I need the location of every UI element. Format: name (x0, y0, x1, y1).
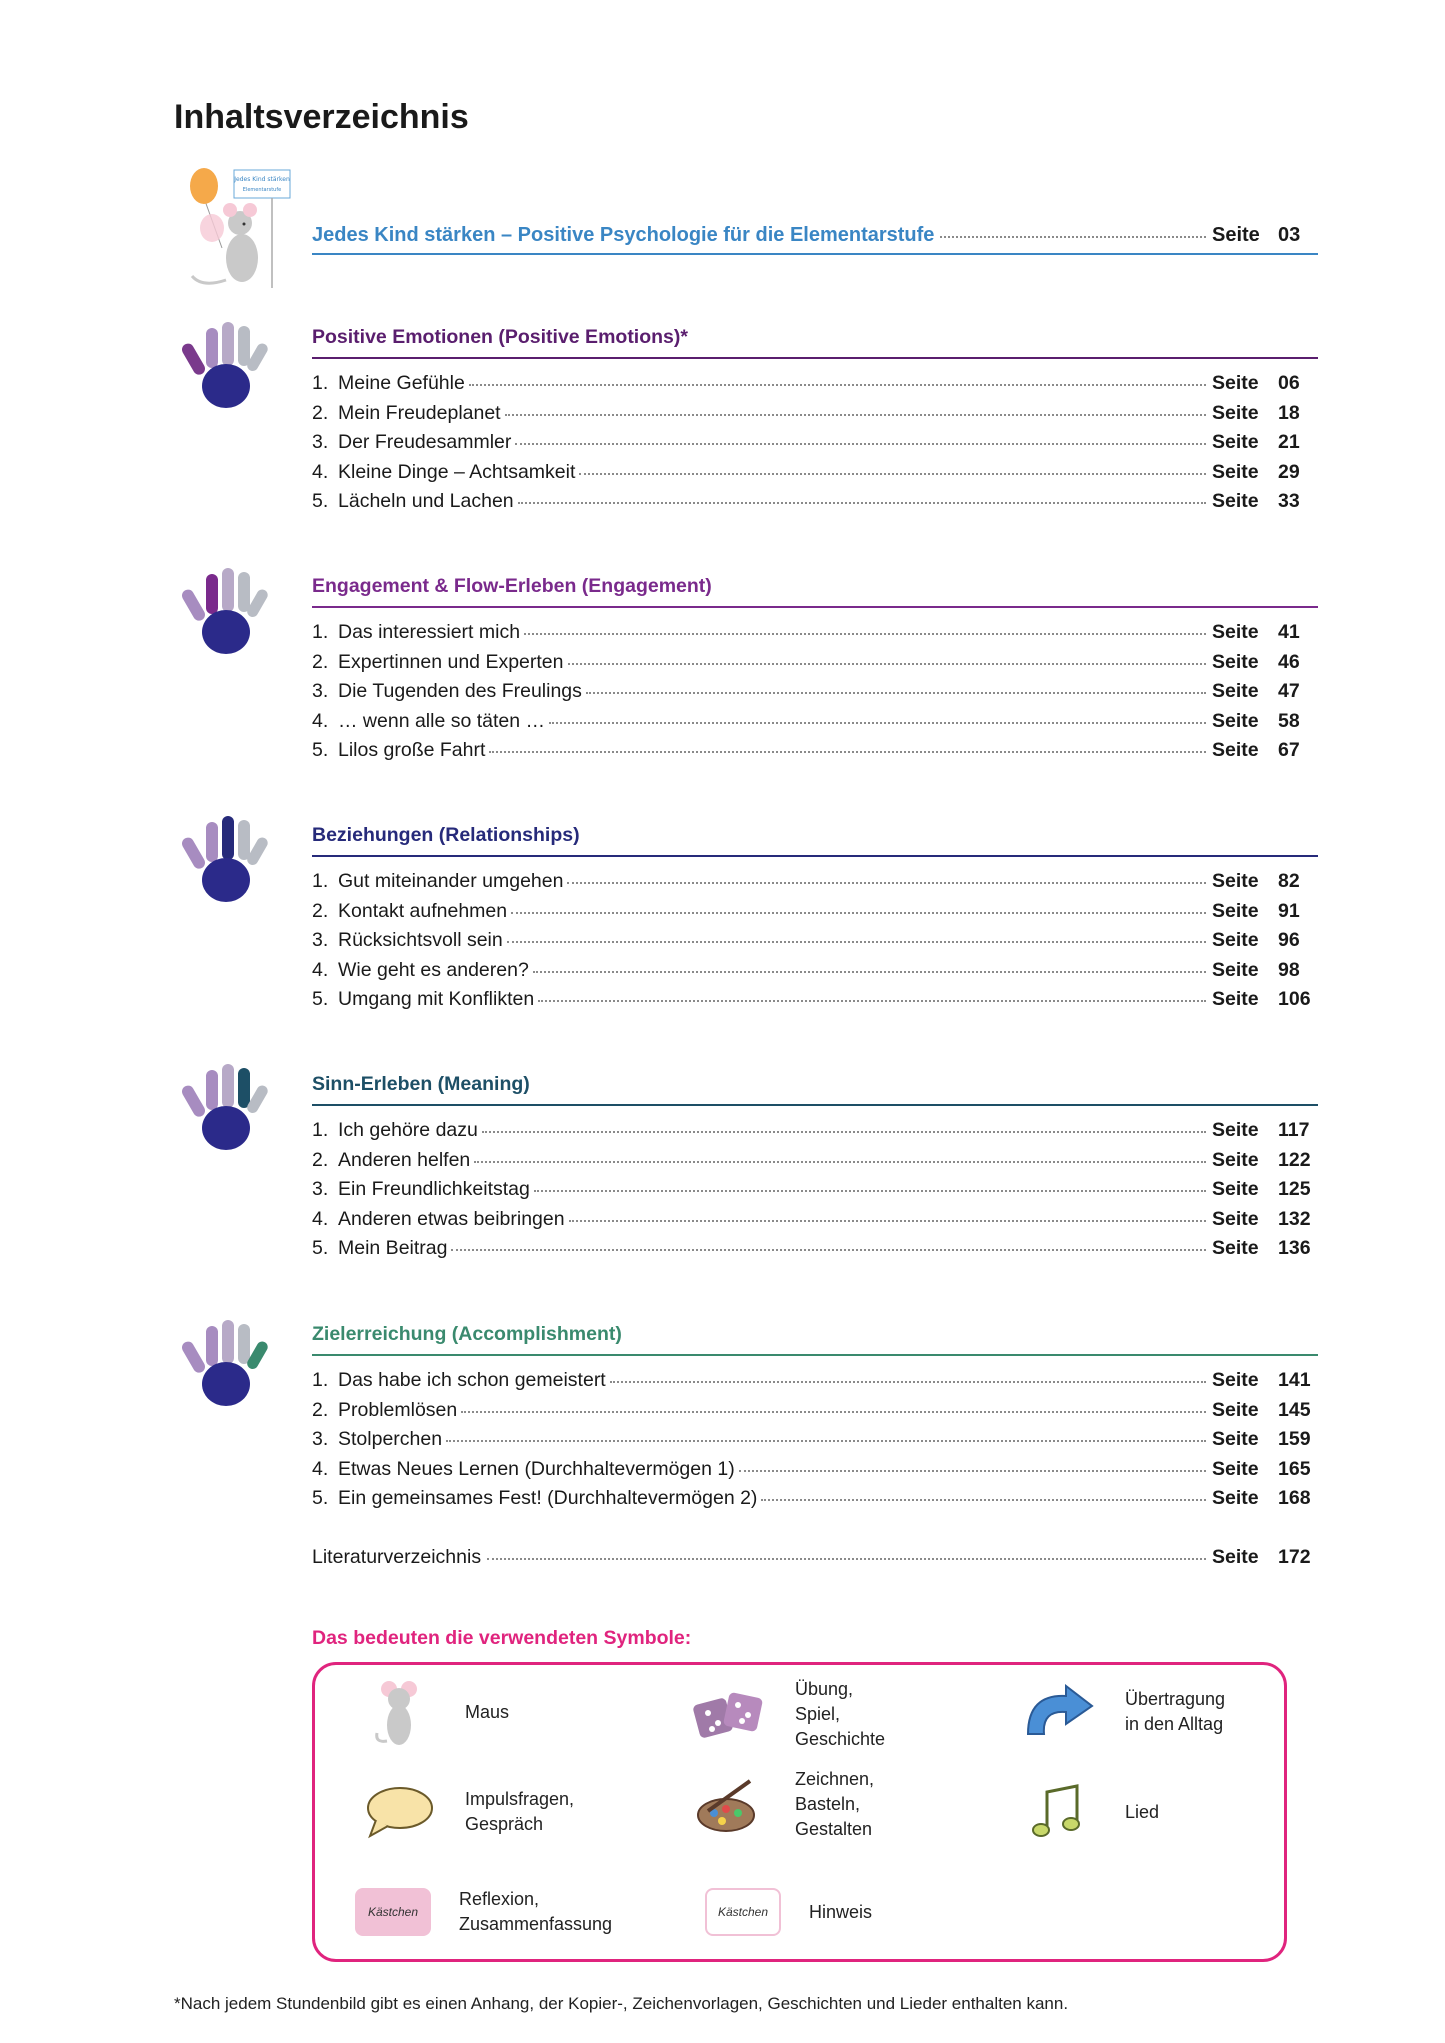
page-number: 82 (1278, 870, 1300, 892)
page-number: 18 (1278, 401, 1300, 424)
legend-maus (355, 1677, 509, 1747)
toc-entry[interactable] (312, 490, 1318, 518)
entry-number: 2. (312, 1398, 329, 1421)
leader-dots (511, 912, 1206, 914)
entry-number: 5. (312, 739, 329, 761)
entry-label: Das interessiert mich (338, 621, 521, 643)
entry-number: 5. (312, 1487, 329, 1509)
entry-number: 4. (312, 460, 329, 483)
music-note-icon (1029, 1784, 1089, 1840)
toc-entry[interactable] (312, 710, 1318, 738)
page-number: 47 (1278, 680, 1300, 702)
literatur-label: Literaturverzeichnis (312, 1546, 482, 1568)
entry-number: 3. (312, 680, 329, 702)
mouse-balloon-icon (182, 168, 292, 296)
page-number: 141 (1278, 1369, 1311, 1391)
page-number: 29 (1278, 460, 1300, 483)
badge-line2: Elementarstufe (242, 187, 282, 193)
entry-label: Meine Gefühle (338, 372, 465, 394)
entry-label: Kleine Dinge – Achtsamkeit (338, 460, 576, 483)
page-number: 159 (1278, 1428, 1311, 1450)
seite-label: Seite (1212, 1119, 1259, 1141)
seite-label: Seite (1212, 958, 1259, 981)
legend-impuls (355, 1777, 574, 1847)
seite-label: Seite (1212, 372, 1259, 394)
leader-dots (487, 1558, 1206, 1560)
toc-entry[interactable] (312, 929, 1318, 957)
legend-uebertragung (1015, 1677, 1225, 1747)
page-number: 122 (1278, 1148, 1311, 1171)
toc-entry[interactable] (312, 1458, 1318, 1486)
toc-entry[interactable] (312, 461, 1318, 489)
legend-lied-text: Lied (1125, 1801, 1160, 1822)
toc-entry-literatur[interactable] (312, 1546, 1318, 1569)
leader-dots (489, 751, 1206, 753)
mouse-icon (369, 1677, 429, 1747)
legend-impuls-text: Impulsfragen, Gespräch (465, 1789, 575, 1834)
page-number: 46 (1278, 650, 1300, 673)
legend-lied (1015, 1777, 1159, 1847)
leader-dots (569, 1220, 1206, 1222)
entry-number: 5. (312, 988, 329, 1010)
toc-entry[interactable] (312, 1399, 1318, 1427)
toc-entry[interactable] (312, 1119, 1318, 1147)
speech-bubble-icon (362, 1784, 436, 1840)
legend-maus-text: Maus (465, 1701, 510, 1722)
entry-label: Ein Freundlichkeitstag (338, 1178, 530, 1200)
seite-label: Seite (1212, 490, 1259, 512)
toc-entry[interactable] (312, 1237, 1318, 1265)
seite-label: Seite (1212, 1148, 1259, 1171)
entry-number: 1. (312, 372, 329, 394)
section-heading[interactable]: Sinn-Erleben (Meaning) (312, 1073, 1318, 1106)
hand-e-icon (180, 566, 272, 656)
toc-entry[interactable] (312, 372, 1318, 400)
seite-label: Seite (1212, 1428, 1259, 1450)
entry-number: 1. (312, 621, 329, 643)
entry-number: 4. (312, 1457, 329, 1480)
leader-dots (505, 414, 1206, 416)
dice-icon (692, 1687, 766, 1743)
legend-zeichnen-text: Zeichnen, Basteln, Gestalten (795, 1769, 875, 1839)
entry-number: 2. (312, 650, 329, 673)
page-number: 168 (1278, 1487, 1311, 1509)
hand-p-icon (180, 320, 272, 410)
seite-label: Seite (1212, 870, 1259, 892)
toc-entry[interactable] (312, 680, 1318, 708)
leader-dots (515, 443, 1206, 445)
entry-label: Mein Beitrag (338, 1237, 448, 1259)
leader-dots (579, 473, 1206, 475)
seite-label: Seite (1212, 224, 1260, 246)
seite-label: Seite (1212, 1487, 1259, 1509)
entry-label: Der Freudesammler (338, 431, 512, 453)
entry-label: Umgang mit Konflikten (338, 988, 535, 1010)
section-heading[interactable]: Positive Emotionen (Positive Emotions)* (312, 326, 1318, 359)
legend-reflexion-text: Reflexion, Zusammenfassung (459, 1889, 613, 1934)
legend-reflexion (349, 1877, 612, 1947)
palette-brush-icon (692, 1775, 766, 1835)
toc-entry[interactable] (312, 1149, 1318, 1177)
toc-entry[interactable] (312, 1208, 1318, 1236)
leader-dots (549, 722, 1206, 724)
leader-dots (507, 941, 1206, 943)
leader-dots (534, 1190, 1206, 1192)
seite-label: Seite (1212, 1207, 1259, 1230)
leader-dots (538, 1000, 1206, 1002)
toc-entry-intro[interactable] (312, 224, 1318, 255)
leader-dots (518, 502, 1206, 504)
page-number: 117 (1278, 1119, 1310, 1141)
toc-entry[interactable] (312, 900, 1318, 928)
section-heading[interactable]: Engagement & Flow-Erleben (Engagement) (312, 575, 1318, 608)
entry-number: 5. (312, 490, 329, 512)
toc-entry[interactable] (312, 431, 1318, 459)
entry-number: 3. (312, 1178, 329, 1200)
toc-entry[interactable] (312, 1369, 1318, 1397)
entry-label: Mein Freudeplanet (338, 401, 501, 424)
toc-entry[interactable] (312, 651, 1318, 679)
intro-label: Jedes Kind stärken – Positive Psychologie für die Elementarstufe (312, 224, 935, 246)
entry-label: Ein gemeinsames Fest! (Durchhaltevermögen 2) (338, 1487, 758, 1509)
leader-dots (610, 1381, 1206, 1383)
hand-r-icon (180, 814, 272, 904)
seite-label: Seite (1212, 431, 1259, 453)
entry-number: 2. (312, 899, 329, 922)
seite-label: Seite (1212, 401, 1259, 424)
entry-number: 1. (312, 1369, 329, 1391)
seite-label: Seite (1212, 1546, 1259, 1568)
entry-label: Gut miteinander umgehen (338, 870, 564, 892)
entry-number: 1. (312, 870, 329, 892)
page-number: 136 (1278, 1237, 1311, 1259)
entry-label: Anderen helfen (338, 1148, 471, 1171)
toc-entry[interactable] (312, 988, 1318, 1016)
page-number: 132 (1278, 1207, 1311, 1230)
legend-zeichnen (685, 1767, 874, 1842)
footnote: *Nach jedem Stundenbild gibt es einen Anhang, der Kopier-, Zeichenvorlagen, Geschichten und Lieder enthalten kann. (174, 1994, 1069, 2013)
legend-uebung (685, 1677, 885, 1752)
entry-label: Lilos große Fahrt (338, 739, 486, 761)
legend-uebertragung-text: Übertragung in den Alltag (1125, 1689, 1226, 1734)
toc-entry[interactable] (312, 1178, 1318, 1206)
toc-entry[interactable] (312, 959, 1318, 987)
curved-arrow-icon (1022, 1684, 1096, 1740)
entry-number: 3. (312, 929, 329, 951)
hand-m-icon (180, 1062, 272, 1152)
section-heading[interactable]: Beziehungen (Relationships) (312, 824, 1318, 857)
entry-label: Stolperchen (338, 1428, 443, 1450)
leader-dots (940, 236, 1206, 238)
leader-dots (482, 1131, 1206, 1133)
entry-number: 3. (312, 1428, 329, 1450)
entry-label: Kontakt aufnehmen (338, 899, 508, 922)
page-number: 21 (1278, 431, 1300, 453)
kaestchen-outline-icon: Kästchen (705, 1888, 781, 1936)
entry-label: Die Tugenden des Freulings (338, 680, 582, 702)
entry-number: 1. (312, 1119, 329, 1141)
seite-label: Seite (1212, 1178, 1259, 1200)
entry-label: Lächeln und Lachen (338, 490, 514, 512)
seite-label: Seite (1212, 988, 1259, 1010)
leader-dots (567, 882, 1206, 884)
legend-title: Das bedeuten die verwendeten Symbole: (312, 1627, 692, 1649)
seite-label: Seite (1212, 1237, 1259, 1259)
entry-number: 4. (312, 709, 329, 732)
seite-label: Seite (1212, 1369, 1259, 1391)
page-number: 145 (1278, 1398, 1311, 1421)
toc-entry[interactable] (312, 870, 1318, 898)
seite-label: Seite (1212, 899, 1259, 922)
entry-label: … wenn alle so täten … (338, 709, 546, 732)
seite-label: Seite (1212, 460, 1259, 483)
toc-entry[interactable] (312, 402, 1318, 430)
seite-label: Seite (1212, 1457, 1259, 1480)
leader-dots (739, 1470, 1206, 1472)
page-number: 33 (1278, 490, 1300, 512)
section-heading[interactable]: Zielerreichung (Accomplishment) (312, 1323, 1318, 1356)
page-number: 41 (1278, 621, 1300, 643)
entry-number: 3. (312, 431, 329, 453)
toc-entry[interactable] (312, 621, 1318, 649)
entry-number: 4. (312, 1207, 329, 1230)
legend-uebung-text: Übung, Spiel, Geschichte (795, 1679, 886, 1749)
entry-number: 4. (312, 958, 329, 981)
badge-line1: Jedes Kind stärken (234, 176, 290, 183)
page-number: 96 (1278, 929, 1300, 951)
page-number: 03 (1278, 224, 1301, 246)
legend-box (312, 1662, 1287, 1962)
toc-entry[interactable] (312, 1428, 1318, 1456)
leader-dots (533, 971, 1206, 973)
page-number: 06 (1278, 372, 1300, 394)
leader-dots (461, 1411, 1206, 1413)
legend-hinweis-text: Hinweis (809, 1901, 873, 1922)
kaestchen-filled-icon: Kästchen (355, 1888, 431, 1936)
leader-dots (586, 692, 1206, 694)
seite-label: Seite (1212, 1398, 1259, 1421)
entry-label: Wie geht es anderen? (338, 958, 529, 981)
entry-label: Etwas Neues Lernen (Durchhaltevermögen 1) (338, 1457, 735, 1480)
entry-label: Rücksichtsvoll sein (338, 929, 503, 951)
entry-number: 2. (312, 401, 329, 424)
entry-label: Ich gehöre dazu (338, 1119, 478, 1141)
entry-number: 2. (312, 1148, 329, 1171)
seite-label: Seite (1212, 680, 1259, 702)
entry-label: Das habe ich schon gemeistert (338, 1369, 606, 1391)
leader-dots (451, 1249, 1206, 1251)
entry-label: Problemlösen (338, 1398, 458, 1421)
page-number: 125 (1278, 1178, 1311, 1200)
leader-dots (524, 633, 1206, 635)
leader-dots (469, 384, 1206, 386)
page-number: 172 (1278, 1546, 1311, 1568)
page-number: 58 (1278, 709, 1300, 732)
legend-hinweis (699, 1877, 872, 1947)
page-title: Inhaltsverzeichnis (174, 98, 469, 136)
page-number: 98 (1278, 958, 1300, 981)
hand-a-icon (180, 1318, 272, 1408)
seite-label: Seite (1212, 929, 1259, 951)
leader-dots (474, 1161, 1206, 1163)
toc-entry[interactable] (312, 1487, 1318, 1515)
page-number: 106 (1278, 988, 1311, 1010)
entry-label: Expertinnen und Experten (338, 650, 564, 673)
leader-dots (568, 663, 1207, 665)
seite-label: Seite (1212, 621, 1259, 643)
leader-dots (761, 1499, 1206, 1501)
leader-dots (446, 1440, 1206, 1442)
entry-number: 5. (312, 1237, 329, 1259)
toc-entry[interactable] (312, 739, 1318, 767)
page-number: 67 (1278, 739, 1300, 761)
seite-label: Seite (1212, 650, 1259, 673)
seite-label: Seite (1212, 709, 1259, 732)
page-number: 165 (1278, 1457, 1311, 1480)
entry-label: Anderen etwas beibringen (338, 1207, 565, 1230)
seite-label: Seite (1212, 739, 1259, 761)
page-number: 91 (1278, 899, 1300, 922)
